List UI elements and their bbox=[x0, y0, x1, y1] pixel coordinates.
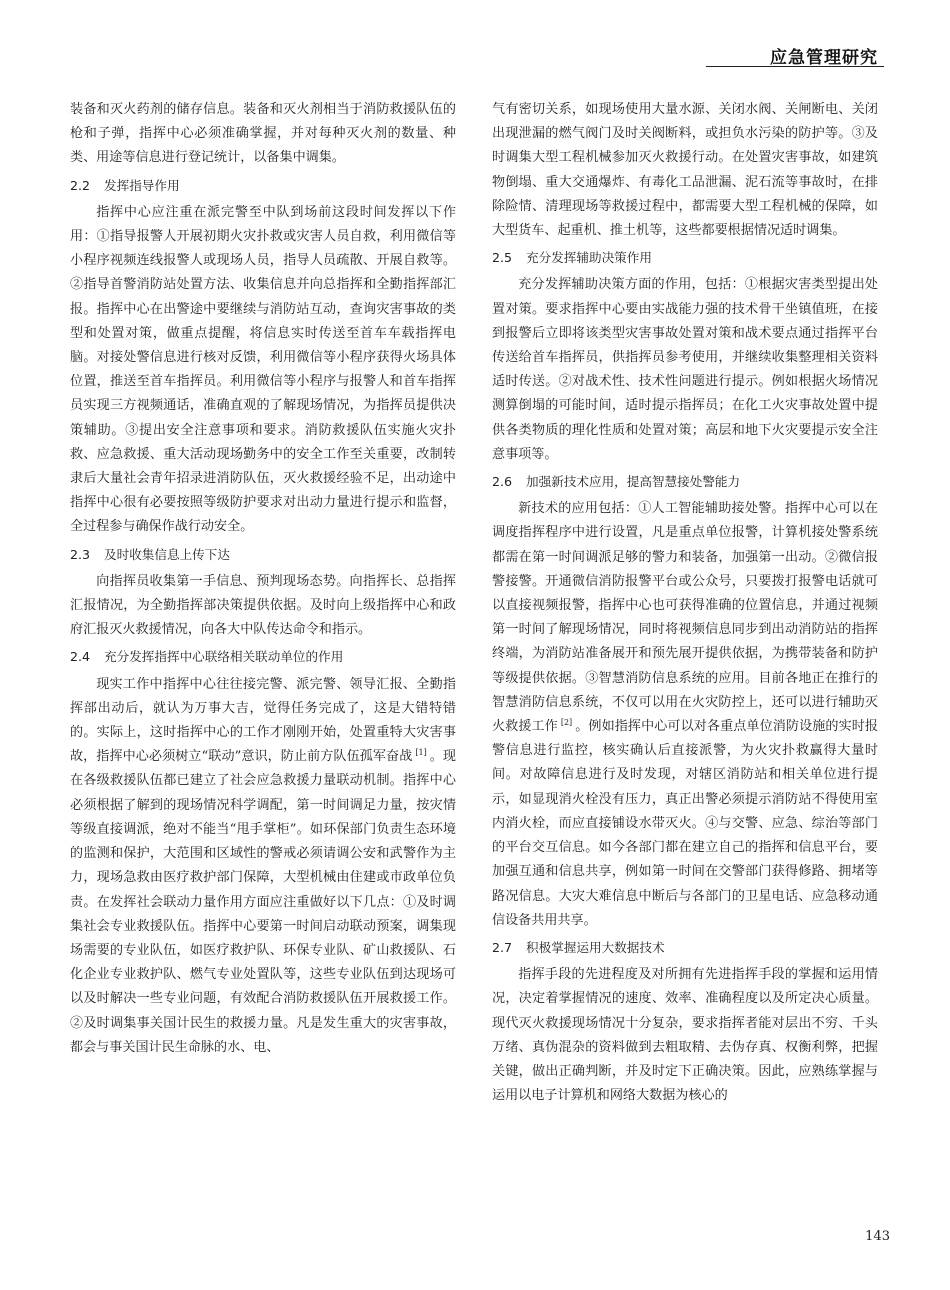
paragraph bbox=[492, 497, 878, 933]
section-number: 2.3 bbox=[70, 546, 91, 562]
citation-ref[interactable]: [1] bbox=[415, 748, 427, 758]
section-heading-2-7 bbox=[492, 936, 878, 960]
right-column bbox=[492, 98, 878, 1108]
paragraph: 充分发挥辅助决策方面的作用，包括：①根据灾害类型提出处置对策。要求指挥中心要由实战能力强的技术骨干坐镇值班，在接到报警后立即将该类型灾害事故处置对策和战术要点通过指挥平台传送给首车指挥员，供指挥员参考使用，并继续收集整理相关资料适时传送。②对战术性、技术性问题进行提示。例如根据火场情况测算倒塌的可能时间，适时提示指挥员；在化工火灾事故处置中提供各类物质的理化性质和处置对策；高层和地下火灾要提示安全注意事项等。 bbox=[492, 277, 878, 462]
paragraph: 指挥手段的先进程度及对所拥有先进指挥手段的掌握和运用情况，决定着掌握情况的速度、效率、准确程度以及所定决心质量。现代灭火救援现场情况十分复杂，要求指挥者能对层出不穷、千头万绪、真伪混杂的资料做到去粗取精、去伪存真、权衡利弊，把握关键，做出正确判断，并及时定下正确决策。因此，应熟练掌握与运用以电子计算机和网络大数据为核心的 bbox=[492, 967, 878, 1104]
section-title: 及时收集信息上传下达 bbox=[104, 546, 230, 562]
section-title: 充分发挥指挥中心联络相关联动单位的作用 bbox=[104, 649, 344, 665]
section-title: 积极掌握运用大数据技术 bbox=[526, 939, 665, 955]
section-number: 2.2 bbox=[70, 177, 91, 193]
paragraph-text: 。例如指挥中心可以对各重点单位消防设施的实时报警信息进行监控，核实确认后直接派警，为火灾扑救赢得大量时间。对故障信息进行及时发现，对辖区消防站和相关单位进行提示，如显现消火栓没有压力，真正出警必须提示消防站不得使用室内消火栓，而应直接铺设水带灭火。④与交警、应急、综治等部门的平台交互信息。如今各部门都在建立自己的指挥和信息平台，要加强互通和信息共享，例如第一时间在交警部门获得修路、拥堵等路况信息。大灾大难信息中断后与各部门的卫星电话、应急移动通信设备共用共享。 bbox=[492, 719, 879, 928]
paragraph: 气有密切关系，如现场使用大量水源、关闭水阀、关闸断电、关闭出现泄漏的燃气阀门及时关阀断料，或担负水污染的防护等。③及时调集大型工程机械参加灭火救援行动。在处置灾害事故，如建筑物倒塌、重大交通爆炸、有毒化工品泄漏、泥石流等事故时，在排除险情、清理现场等救援过程中，都需要大型工程机械的保障，如大型货车、起重机、推土机等，这些都要根据情况适时调集。 bbox=[492, 102, 878, 239]
section-heading-2-6 bbox=[492, 470, 878, 494]
section-number: 2.7 bbox=[492, 939, 513, 955]
section-number: 2.6 bbox=[492, 474, 513, 490]
paragraph-text: 现实工作中指挥中心往往接完警、派完警、领导汇报、全勤指挥部出动后，就认为万事大吉，觉得任务完成了，这是大错特错的。实际上，这时指挥中心的工作才刚刚开始，处置重特大灾害事故，指挥中心必须树立“联动”意识，防止前方队伍孤军奋战 bbox=[70, 676, 456, 765]
section-heading-2-5 bbox=[492, 246, 878, 270]
running-head-title: 应急管理研究 bbox=[770, 48, 878, 68]
paragraph: 装备和灭火药剂的储存信息。装备和灭火剂相当于消防救援队伍的枪和子弹，指挥中心必须准确掌握，并对每种灭火剂的数量、种类、用途等信息进行登记统计，以备集中调集。 bbox=[70, 102, 456, 166]
section-heading-2-2 bbox=[70, 174, 456, 198]
section-heading-2-3 bbox=[70, 543, 456, 567]
header-rule bbox=[706, 66, 884, 67]
paragraph bbox=[70, 673, 456, 1060]
citation-ref[interactable]: [2] bbox=[560, 718, 573, 728]
paragraph-text: 。现在各级救援队伍都已建立了社会应急救援力量联动机制。指挥中心必须根据了解到的现场情况科学调配，第一时间调足力量，按灾情等级直接调派，绝对不能当“甩手掌柜”。如环保部门负责生态环境的监测和保护，大范围和区域性的警戒必须请调公安和武警作为主力，现场急救由医疗救护部门保障，大型机械由住建或市政单位负责。在发挥社会联动力量作用方面应注重做好以下几点：①及时调集社会专业救援队伍。指挥中心要第一时间启动联动预案，调集现场需要的专业队伍，如医疗救护队、环保专业队、矿山救援队、石化企业专业救护队、燃气专业处置队等，这些专业队伍到达现场可以及时解决一些专业问题，有效配合消防救援队伍开展救援工作。②及时调集事关国计民生的救援力量。凡是发生重大的灾害事故，都会与事关国计民生命脉的水、电、 bbox=[70, 749, 457, 1055]
section-title: 发挥指导作用 bbox=[104, 177, 180, 193]
section-title: 充分发挥辅助决策作用 bbox=[526, 250, 652, 266]
section-title: 加强新技术应用，提高智慧接处警能力 bbox=[526, 474, 741, 490]
paragraph: 指挥中心应注重在派完警至中队到场前这段时间发挥以下作用：①指导报警人开展初期火灾扑救或灾害人员自救，利用微信等小程序视频连线报警人或现场人员，指导人员疏散、开展自救等。②指导首警消防站处置方法、收集信息并向总指挥和全勤指挥部汇报。指挥中心在出警途中要继续与消防站互动，查询灾害事故的类型和处置对策，做重点提醒，将信息实时传送至首车车载指挥电脑。对接处警信息进行核对反馈，利用微信等小程序获得火场具体位置，推送至首车指挥员。利用微信等小程序与报警人和首车指挥员实现三方视频通话，准确直观的了解现场情况，为指挥员提供决策辅助。③提出安全注意事项和要求。消防救援队伍实施火灾扑救、应急救援、重大活动现场勤务中的安全工作至关重要，改制转隶后大量社会青年招录进消防队伍，灭火救援经验不足，出动途中指挥中心很有必要按照等级防护要求对出动力量进行提示和监督，全过程参与确保作战行动安全。 bbox=[70, 204, 456, 535]
section-number: 2.4 bbox=[70, 649, 91, 665]
paragraph: 向指挥员收集第一手信息、预判现场态势。向指挥长、总指挥汇报情况，为全勤指挥部决策提供依据。及时向上级指挥中心和政府汇报灭火救援情况，向各大中队传达命令和指示。 bbox=[70, 573, 456, 638]
page-number: 143 bbox=[865, 1229, 890, 1244]
paragraph-text: 新技术的应用包括：①人工智能辅助接处警。指挥中心可以在调度指挥程序中进行设置，凡是重点单位报警，计算机接处警系统都需在第一时间调派足够的警力和装备，加强第一出动。②微信报警接警。开通微信消防报警平台或公众号，只要拨打报警电话就可以直接视频报警，指挥中心也可获得准确的位置信息，并通过视频第一时间了解现场情况，同时将视频信息同步到出动消防站的指挥终端，为消防站准备展开和预先展开提供依据，为携带装备和防护等级提供依据。③智慧消防信息系统的应用。目前各地正在推行的智慧消防信息系统，不仅可以用在火灾防控上，还可以进行辅助灭火救援工作 bbox=[492, 501, 878, 735]
left-column bbox=[70, 98, 456, 1060]
section-heading-2-4 bbox=[70, 645, 456, 669]
section-number: 2.5 bbox=[492, 250, 513, 266]
